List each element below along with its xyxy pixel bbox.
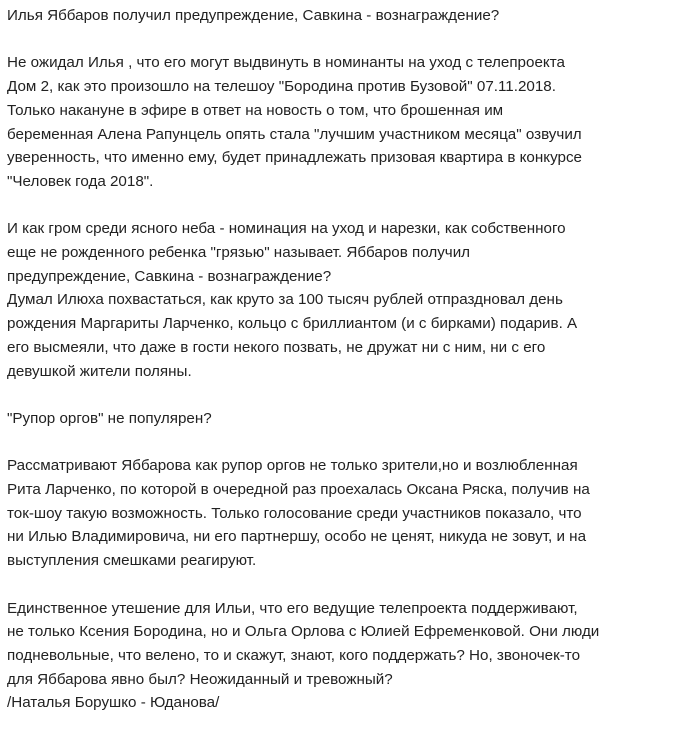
paragraph-line: "Человек года 2018".: [7, 172, 154, 190]
paragraph-line: Рита Ларченко, по которой в очередной раз проехалась Оксана Ряска, получив на: [7, 481, 590, 498]
paragraph-line: беременная Алена Рапунцель опять стала "лучшим участником месяца" озвучил: [7, 125, 582, 143]
paragraph-line: Дом 2, как это произошло на телешоу "Бородина против Бузовой" 07.11.2018.: [7, 78, 556, 96]
paragraph-line: И как гром среди ясного неба - номинация на уход и нарезки, как собственного: [7, 220, 566, 238]
paragraph-spacer: [7, 573, 689, 597]
paragraph-line: уверенность, что именно ему, будет принадлежать призовая квартира в конкурсе: [7, 149, 582, 167]
paragraph-line: Не ожидал Илья , что его могут выдвинуть в номинанты на уход с телепроекта: [7, 54, 565, 72]
paragraph-line: Только накануне в эфире в ответ на новость о том, что брошенная им: [7, 101, 504, 119]
paragraph-line: не только Ксения Бородина, но и Ольга Орлова с Юлией Ефременковой. Они люди: [7, 623, 600, 641]
paragraph-line: его высмеяли, что даже в гости некого позвать, не дружат ни с ним, ни с его: [7, 338, 546, 356]
paragraph-3: [7, 454, 689, 573]
paragraph-line: Рассматривают Яббарова как рупор оргов не только зрители,но и возлюбленная: [7, 457, 578, 475]
paragraph-line: еще не рожденного ребенка "грязью" называет. Яббаров получил: [7, 244, 471, 261]
paragraph-line: девушкой жители поляны.: [7, 362, 192, 380]
paragraph-line: выступления смешками реагируют.: [7, 552, 257, 570]
paragraph-spacer: [7, 383, 689, 407]
paragraph-line: ни Илью Владимировича, ни его партнершу, особо не ценят, никуда не зовут, и на: [7, 528, 587, 546]
paragraph-2: [7, 217, 689, 383]
paragraph-4: [7, 597, 689, 716]
paragraph-line: Думал Илюха похвастаться, как круто за 100 тысяч рублей отпраздновал день: [7, 291, 563, 309]
paragraph-1: [7, 51, 689, 193]
article-title: Илья Яббаров получил предупреждение, Савкина - вознаграждение?: [7, 7, 500, 24]
paragraph-line: для Яббарова явно был? Неожиданный и тревожный?: [7, 670, 393, 688]
paragraph-line: ток-шоу такую возможность. Только голосование среди участников показало, что: [7, 504, 582, 522]
section-subheading: [7, 407, 689, 431]
paragraph-spacer: [7, 431, 689, 455]
paragraph-line: предупреждение, Савкина - вознаграждение?: [7, 267, 332, 285]
paragraph-line: подневольные, что велено, то и скажут, знают, кого поддержать? Но, звоночек-то: [7, 646, 581, 664]
subheading-line: "Рупор оргов" не популярен?: [7, 409, 212, 427]
paragraph-line: Единственное утешение для Ильи, что его ведущие телепроекта поддерживают,: [7, 599, 578, 617]
author-signature: /Наталья Борушко - Юданова/: [7, 694, 220, 712]
paragraph-line: рождения Маргариты Ларченко, кольцо с бриллиантом (и с бирками) подарив. А: [7, 315, 578, 333]
paragraph-spacer: [7, 194, 689, 218]
